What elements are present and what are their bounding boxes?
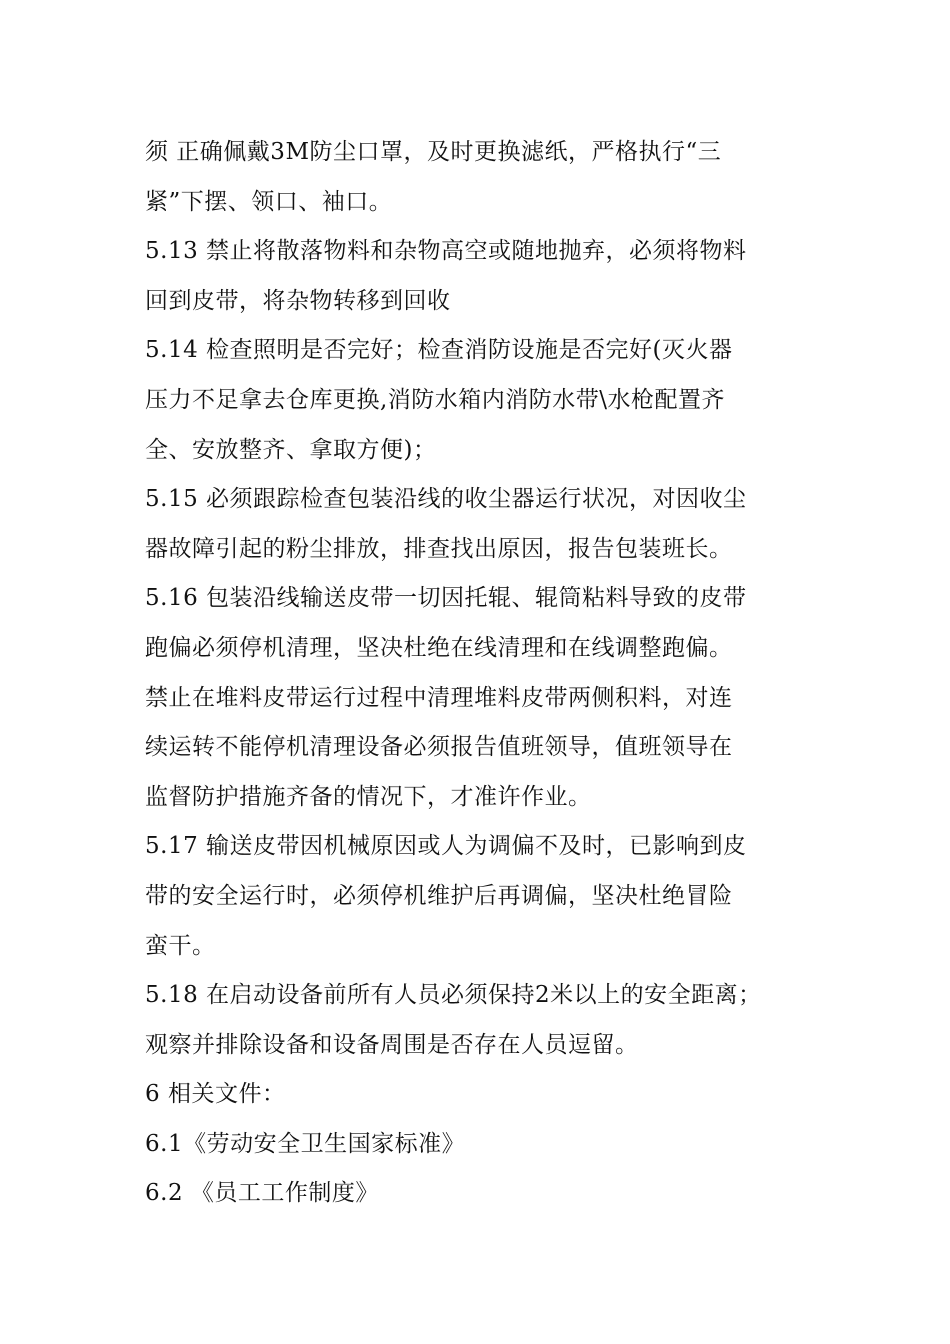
text-line: 5.16 包装沿线输送皮带一切因托辊、辊筒粘料导致的皮带 [145,585,747,612]
text-line: 须 正确佩戴3M防尘口罩，及时更换滤纸，严格执行“三 [145,139,722,165]
reference-item: 6.1《劳动安全卫生国家标准》 [145,1130,466,1157]
document-body [145,128,815,1219]
text-line: 5.15 必须跟踪检查包装沿线的收尘器运行状况，对因收尘 [145,486,747,513]
text-line: 跑偏必须停机清理，坚决杜绝在线清理和在线调整跑偏。 [145,634,733,661]
text-line: 5.13 禁止将散落物料和杂物高空或随地抛弃，必须将物料 [145,238,747,265]
text-line: 禁止在堆料皮带运行过程中清理堆料皮带两侧积料，对连 [145,684,733,711]
section-heading: 6 相关文件： [145,1081,286,1108]
text-line: 观察并排除设备和设备周围是否存在人员逗留。 [145,1031,639,1058]
text-line: 压力不足拿去仓库更换,消防水箱内消防水带\水枪配置齐 [145,386,726,413]
text-line: 监督防护措施齐备的情况下，才准许作业。 [145,783,592,810]
text-line: 带的安全运行时，必须停机维护后再调偏，坚决杜绝冒险 [145,882,733,909]
text-line: 回到皮带，将杂物转移到回收 [145,287,451,314]
text-line: 器故障引起的粉尘排放，排查找出原因，报告包装班长。 [145,535,733,562]
text-line: 紧”下摆、领口、袖口。 [145,188,393,215]
text-line: 续运转不能停机清理设备必须报告值班领导，值班领导在 [145,734,733,761]
text-line: 5.14 检查照明是否完好；检查消防设施是否完好(灭火器 [145,337,733,364]
reference-item: 6.2 《员工工作制度》 [145,1180,379,1207]
text-line: 全、安放整齐、拿取方便)； [145,436,437,463]
text-line: 5.17 输送皮带因机械原因或人为调偏不及时，已影响到皮 [145,833,747,860]
text-line: 5.18 在启动设备前所有人员必须保持2米以上的安全距离； [145,982,762,1009]
text-line: 蛮干。 [145,932,216,959]
